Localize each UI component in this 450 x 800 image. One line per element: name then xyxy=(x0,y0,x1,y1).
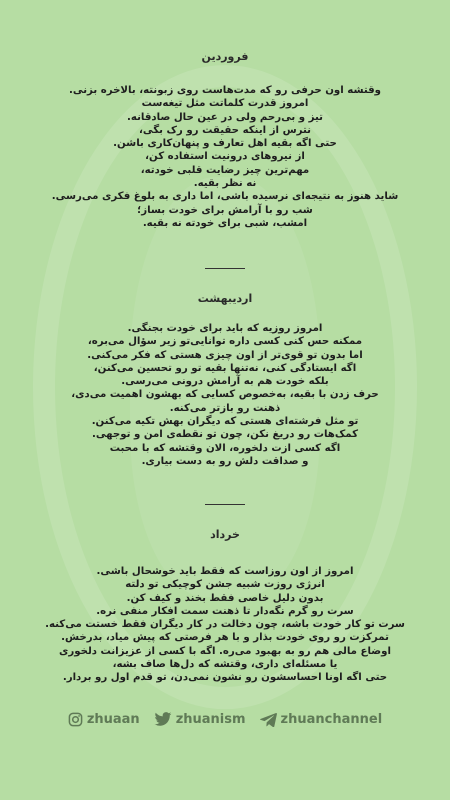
instagram-handle: zhuaan xyxy=(86,712,140,727)
poem-line: حتی اگه اونا احساسشون رو نشون نمی‌دن، تو قدم اول رو بردار. xyxy=(62,672,388,684)
poem-line: اوضاع مالی هم رو به بهبود می‌ره. اگه با کسی از عزیزانت دلخوری xyxy=(59,645,391,657)
poem-line: یا مسئله‌ای داری، وقتشه که دل‌ها صاف بشه، xyxy=(112,659,338,671)
poem-line: نه نظر بقیه. xyxy=(193,178,257,190)
poem-line: از نیروهای درونیت استفاده کن، xyxy=(145,151,305,163)
instagram-link[interactable] xyxy=(68,712,140,727)
poem-line: حتی اگه بقیه اهل تعارف و پنهان‌کاری باشن. xyxy=(113,138,337,150)
twitter-link[interactable] xyxy=(154,712,246,727)
poem-line: مهم‌ترین چیز رضایت قلبی خودته، xyxy=(140,164,310,176)
poem-line: امشب، شبی برای خودته نه بقیه. xyxy=(142,217,308,229)
section-body-khordad xyxy=(0,565,450,685)
poem-line: امروز قدرت کلماتت مثل تیغه‌ست xyxy=(141,98,309,110)
poem-line: امروز از اون روزاست که فقط باید خوشحال باشی. xyxy=(96,566,354,577)
poem-line: اگه ایستادگی کنی، نه‌تنها بقیه تو رو تحسین می‌کنن، xyxy=(93,362,357,374)
poem-line: امروز روزیه که باید برای خودت بجنگی. xyxy=(127,323,323,334)
poem-line: تمرکزت رو روی خودت بذار و با هر فرصتی که پیش میاد، بدرخش. xyxy=(61,632,389,644)
section-body-farvardin xyxy=(0,84,450,230)
telegram-handle: zhuanchannel xyxy=(280,712,383,727)
poem-line: انرژی روزت شبیه جشن کوچیکی تو دلته xyxy=(125,579,325,591)
section-divider xyxy=(205,504,245,505)
poem-line: شاید هنوز به نتیجه‌ای نرسیده باشی، اما داری به بلوغ فکری می‌رسی. xyxy=(51,191,399,203)
poem-line: حرف زدن با بقیه، به‌خصوص کسایی که بهشون اهمیت می‌دی، xyxy=(71,389,379,401)
section-divider xyxy=(205,268,245,269)
telegram-plane-icon xyxy=(260,712,277,727)
twitter-handle: zhuanism xyxy=(175,712,246,727)
instagram-icon xyxy=(68,712,83,727)
poem-line: سرت تو کار خودت باشه، چون دخالت در کار دیگران فقط خستت می‌کنه. xyxy=(45,619,405,631)
poem-line: و صداقت دلش رو به دست بیاری. xyxy=(141,455,309,467)
poem-line: تیز و بی‌رحم ولی در عین حال صادقانه. xyxy=(127,111,323,123)
poem-line: نترس از اینکه حقیقت رو رک بگی، xyxy=(139,124,311,136)
section-body-ordibehesht xyxy=(0,322,450,468)
poem-line: شب رو با آرامش برای خودت بساز؛ xyxy=(137,204,313,216)
poem-line: بلکه خودت هم به آرامش درونی می‌رسی. xyxy=(121,376,329,388)
twitter-bird-icon xyxy=(154,712,172,727)
social-footer xyxy=(0,712,450,727)
poem-line: بدون دلیل خاصی فقط بخند و کیف کن. xyxy=(126,592,324,604)
poem-line: اگه کسی ازت دلخوره، الان وقتشه که با محبت xyxy=(109,442,341,454)
poem-line: اما بدون تو قوی‌تر از اون چیزی هستی که فکر می‌کنی. xyxy=(87,349,363,361)
section-title-farvardin: فروردین xyxy=(201,50,249,63)
poem-line: وقتشه اون حرفی رو که مدت‌هاست روی زبونته، بالاخره بزنی. xyxy=(69,85,381,96)
poem-line: ممکنه حس کنی کسی داره توانایی‌تو زیر سؤال می‌بره، xyxy=(87,336,363,348)
section-title-ordibehesht: اردیبهشت xyxy=(197,292,253,305)
poem-line: سرت رو گرم نگه‌دار تا ذهنت سمت افکار منفی نره. xyxy=(96,605,354,617)
telegram-link[interactable] xyxy=(260,712,383,727)
poem-line: تو مثل فرشته‌ای هستی که دیگران بهش تکیه می‌کنن. xyxy=(91,416,359,428)
poem-line: کمک‌هات رو دریغ نکن، چون تو نقطه‌ی امن و توجهی. xyxy=(91,429,359,441)
poem-line: ذهنت رو بازتر می‌کنه. xyxy=(169,402,281,414)
section-title-khordad: خرداد xyxy=(210,528,240,541)
